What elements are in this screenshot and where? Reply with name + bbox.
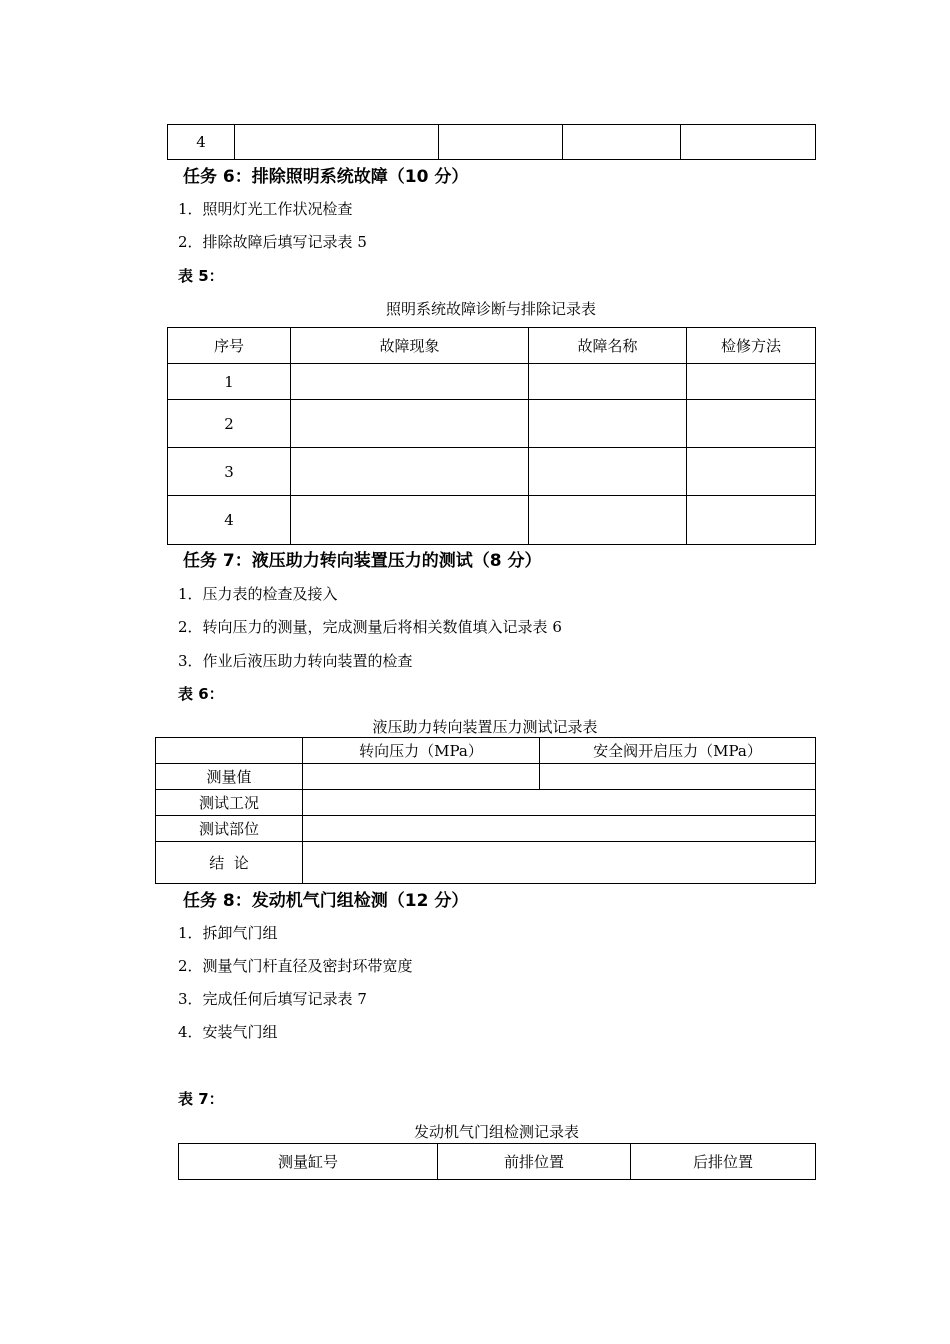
table5	[167, 327, 816, 545]
table6	[155, 737, 816, 884]
table7-label: 表 7：	[178, 1090, 224, 1108]
task7-item-2: 2．转向压力的测量，完成测量后将相关数值填入记录表 6	[178, 618, 562, 636]
top-table	[167, 124, 816, 160]
table-row	[168, 400, 816, 448]
row-label: 测试工况	[156, 790, 303, 816]
table-row	[156, 842, 816, 884]
table-header-row	[156, 738, 816, 764]
table5-title: 照明系统故障诊断与排除记录表	[385, 300, 596, 318]
row-number: 4	[168, 125, 235, 160]
row-number: 1	[168, 364, 291, 400]
task7-item-3: 3．作业后液压助力转向装置的检查	[178, 652, 413, 670]
table-header-row	[179, 1144, 816, 1180]
table-row	[156, 816, 816, 842]
row-number: 3	[168, 448, 291, 496]
task8-item-1: 1．拆卸气门组	[178, 924, 278, 942]
row-label: 结 论	[156, 842, 303, 884]
header-cell: 序号	[168, 328, 291, 364]
task7-item-1: 1．压力表的检查及接入	[178, 585, 338, 603]
header-cell: 安全阀开启压力（MPa）	[540, 738, 816, 764]
table-row	[156, 790, 816, 816]
table6-label: 表 6：	[178, 685, 224, 703]
task6-item-2: 2．排除故障后填写记录表 5	[178, 233, 367, 251]
row-label: 测量值	[156, 764, 303, 790]
task8-item-3: 3．完成任何后填写记录表 7	[178, 990, 367, 1008]
task6-heading: 任务 6：排除照明系统故障（10 分）	[183, 167, 469, 187]
header-cell: 前排位置	[438, 1144, 631, 1180]
header-cell: 故障名称	[529, 328, 687, 364]
header-cell: 转向压力（MPa）	[303, 738, 540, 764]
table-row	[168, 125, 816, 160]
table-row	[168, 364, 816, 400]
task8-item-2: 2．测量气门杆直径及密封环带宽度	[178, 957, 413, 975]
table-row	[156, 764, 816, 790]
table6-title: 液压助力转向装置压力测试记录表	[372, 718, 598, 736]
table5-label: 表 5：	[178, 267, 224, 285]
table-row	[168, 496, 816, 545]
header-cell: 检修方法	[687, 328, 816, 364]
header-cell	[156, 738, 303, 764]
task8-item-4: 4．安装气门组	[178, 1023, 278, 1041]
table-row	[168, 448, 816, 496]
header-cell: 测量缸号	[179, 1144, 438, 1180]
row-number: 2	[168, 400, 291, 448]
row-number: 4	[168, 496, 291, 545]
header-cell: 故障现象	[291, 328, 529, 364]
row-label: 测试部位	[156, 816, 303, 842]
table7-title: 发动机气门组检测记录表	[413, 1123, 579, 1141]
header-cell: 后排位置	[631, 1144, 816, 1180]
table7	[178, 1143, 816, 1180]
task8-heading: 任务 8：发动机气门组检测（12 分）	[183, 891, 469, 911]
task7-heading: 任务 7：液压助力转向装置压力的测试（8 分）	[183, 551, 542, 571]
table-header-row	[168, 328, 816, 364]
task6-item-1: 1．照明灯光工作状况检查	[178, 200, 353, 218]
